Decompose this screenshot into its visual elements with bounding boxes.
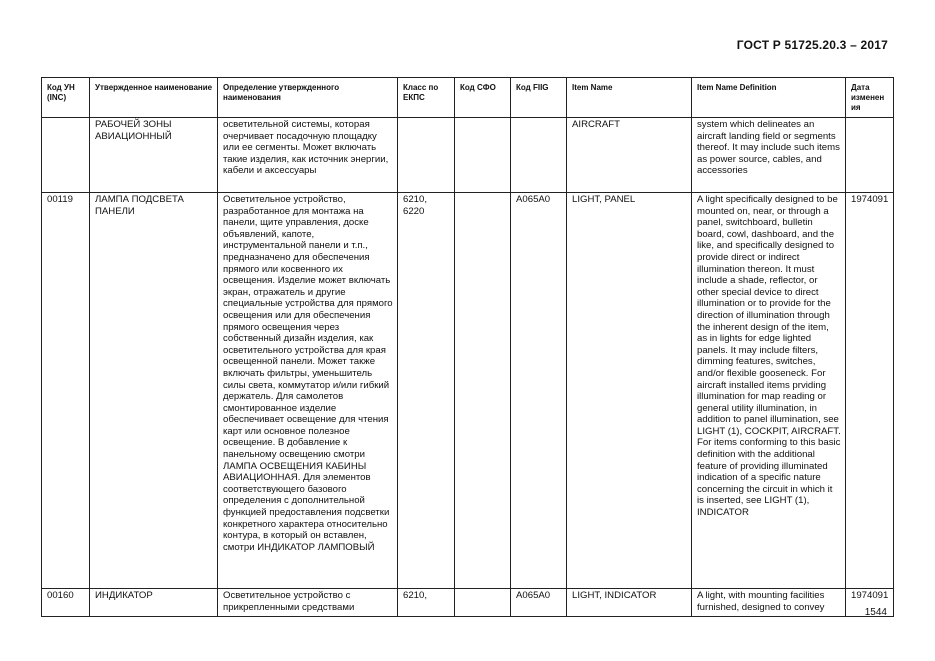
col-header-item-definition: Item Name Definition xyxy=(692,78,846,118)
cell-item-definition: A light specifically designed to be mounted on, near, or through a panel, switchboard, bulletin board, cowl, dashboard, and the like, and specifically designed to provide direct or indirect illumination thereon. It must include a shade, reflector, or other special device to direct illumination or to provide for the direction of illumination through the inherent design of the item, as in lights for edge lighted panels. It may include filters, dimming features, switches, and/or flexible gooseneck. For aircraft installed items prviding illumination for map reading or general utility illumination, in addition to panel illumination, see LIGHT (1), COCKPIT, AIRCRAFT. For items conforming to this basic definition with the additional feature of providing illuminated indication of a specific nature concerning the circuit in which it is inserted, see LIGHT (1), INDICATOR xyxy=(692,193,846,589)
cell-fiig xyxy=(511,118,567,193)
cell-date xyxy=(846,118,894,193)
cell-fiig: A065A0 xyxy=(511,193,567,589)
cell-code xyxy=(42,118,90,193)
cell-name: ЛАМПА ПОДСВЕТА ПАНЕЛИ xyxy=(90,193,218,589)
table-row xyxy=(42,589,894,617)
col-header-definition: Определение утвержденного наименования xyxy=(218,78,398,118)
cell-sfo xyxy=(455,589,511,617)
cell-definition: осветительной системы, которая очерчивает посадочную площадку или ее сегменты. Может включать такие изделия, как источник энергии, кабели и аксессуары xyxy=(218,118,398,193)
table-row xyxy=(42,118,894,193)
cell-date: 1974091 xyxy=(846,193,894,589)
cell-class xyxy=(398,118,455,193)
cell-code: 00160 xyxy=(42,589,90,617)
cell-item-name: AIRCRAFT xyxy=(567,118,692,193)
col-header-item-name: Item Name xyxy=(567,78,692,118)
page-number: 1544 xyxy=(864,607,887,618)
cell-item-name: LIGHT, PANEL xyxy=(567,193,692,589)
cell-class: 6210, 6220 xyxy=(398,193,455,589)
cell-sfo xyxy=(455,193,511,589)
items-table xyxy=(41,77,894,617)
cell-fiig: A065A0 xyxy=(511,589,567,617)
cell-item-definition: system which delineates an aircraft landing field or segments thereof. It may include such items as power source, cables, and accessories xyxy=(692,118,846,193)
cell-code: 00119 xyxy=(42,193,90,589)
col-header-date: Дата изменения xyxy=(846,78,894,118)
col-header-name: Утвержденное наименование xyxy=(90,78,218,118)
cell-definition: Осветительное устройство, разработанное для монтажа на панели, щите управления, доске объявлений, капоте, инструментальной панели и т.п., предназначено для обеспечения прямого или косвенного их освещения. Изделие может включать экран, отражатель и другие специальные устройства для прямого освещения или для обеспечения прямого освещения через собственный дизайн изделия, как осветительного устройства для края освещенной панели. Может также включать фильтры, уменьшитель силы света, коммутатор и/или гибкий держатель. Для самолетов смонтированное изделие обеспечивает освещение для чтения карт или основное полезное освещение. В добавление к панельному освещению смотри ЛАМПА ОСВЕЩЕНИЯ КАБИНЫ АВИАЦИОННАЯ. Для элементов соответствующего базового определения с дополнительной функцией предоставления подсветки конкретного характера относительно контура, в который он вставлен, смотри ИНДИКАТОР ЛАМПОВЫЙ xyxy=(218,193,398,589)
cell-name: ИНДИКАТОР xyxy=(90,589,218,617)
cell-definition: Осветительное устройство с прикрепленными средствами xyxy=(218,589,398,617)
col-header-fiig: Код FIIG xyxy=(511,78,567,118)
col-header-class: Класс по ЕКПС xyxy=(398,78,455,118)
cell-sfo xyxy=(455,118,511,193)
cell-class: 6210, xyxy=(398,589,455,617)
table-row xyxy=(42,193,894,589)
col-header-sfo: Код СФО xyxy=(455,78,511,118)
document-title: ГОСТ Р 51725.20.3 – 2017 xyxy=(736,38,888,52)
col-header-code: Код УН (INC) xyxy=(42,78,90,118)
cell-name: РАБОЧЕЙ ЗОНЫ АВИАЦИОННЫЙ xyxy=(90,118,218,193)
cell-item-name: LIGHT, INDICATOR xyxy=(567,589,692,617)
cell-item-definition: A light, with mounting facilities furnished, designed to convey xyxy=(692,589,846,617)
table-header-row xyxy=(42,78,894,118)
cell-date: 1974091 xyxy=(846,589,894,617)
